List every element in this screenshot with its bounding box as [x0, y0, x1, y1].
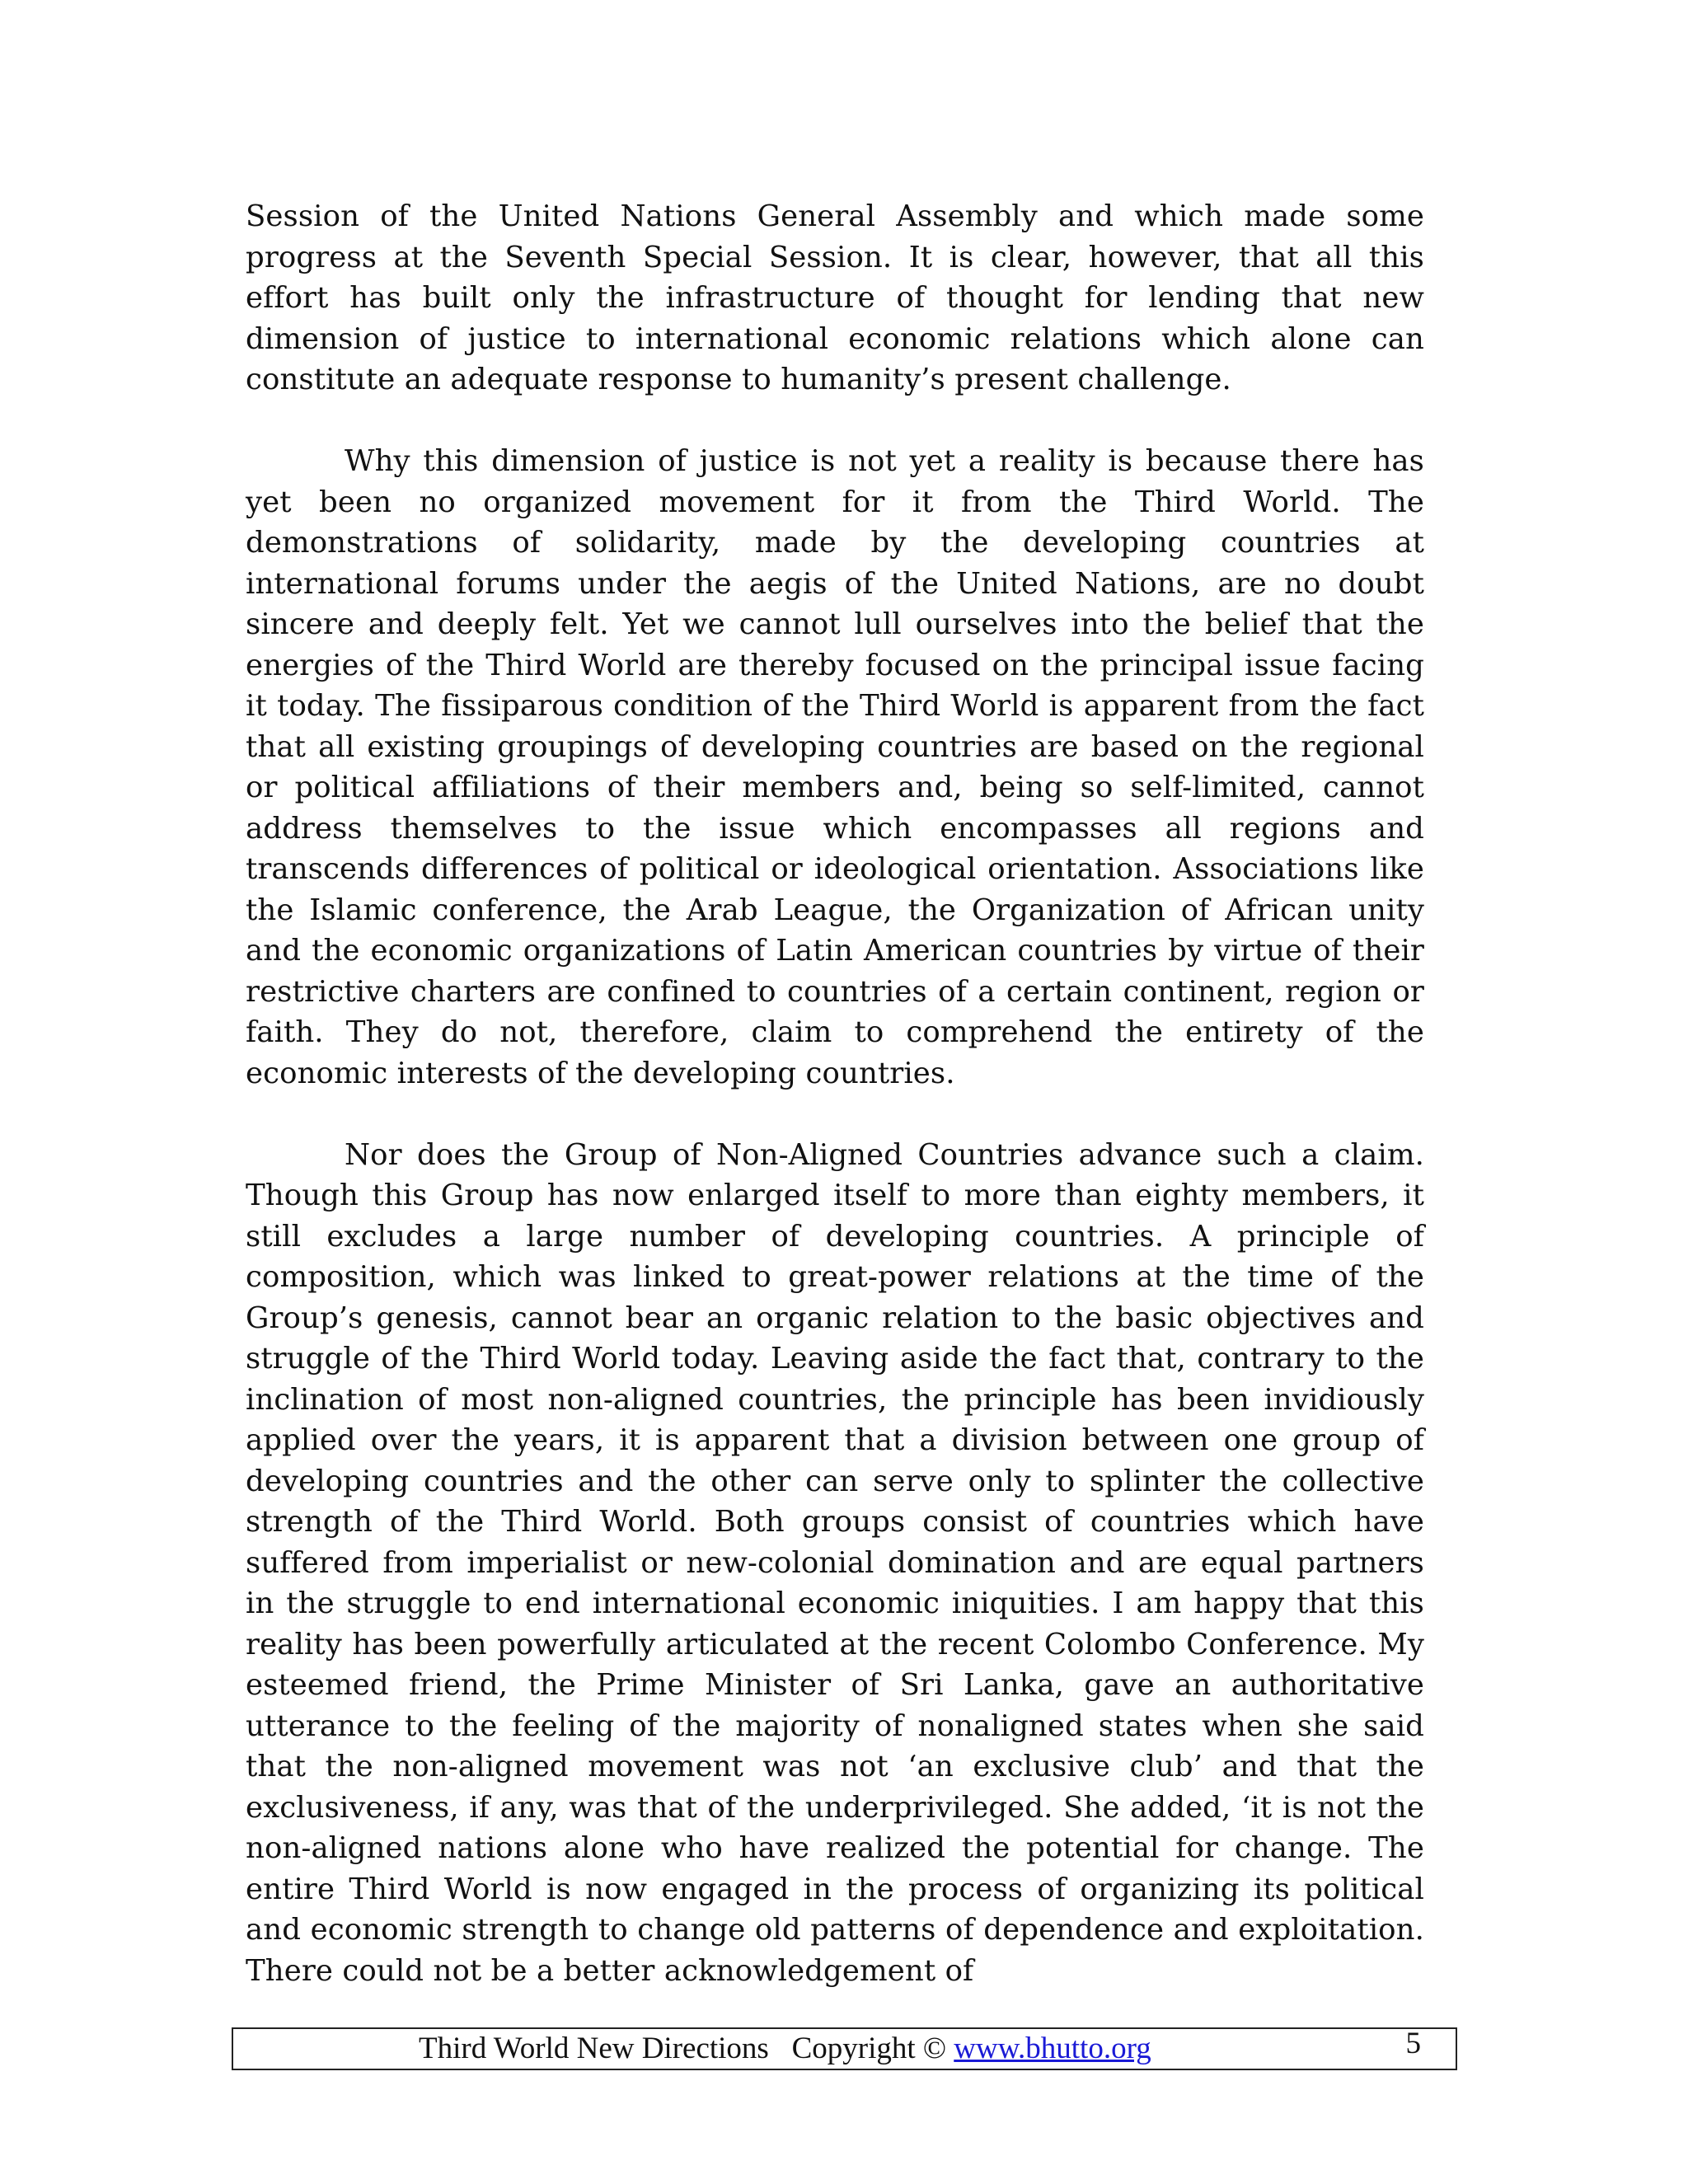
page-number: 5 — [1405, 2027, 1421, 2060]
page-footer — [232, 2027, 1457, 2070]
document-page — [246, 196, 1424, 1988]
body-paragraph-2: Why this dimension of justice is not yet a reality is because there has yet been no organized movement for it from the Third World. The demonstrations of solidarity, made by the developing countries at international forums under the aegis of the United Nations, are no doubt sincere and deeply felt. Yet we cannot lull ourselves into the belief that the energies of the Third World are thereby focused on the principal issue facing it today. The fissiparous condition of the Third World is apparent from the fact that all existing groupings of developing countries are based on the regional or political affiliations of their members and, being so self-limited, cannot address themselves to the issue which encompasses all regions and transcends differences of political or ideological orientation. Associations like the Islamic conference, the Arab League, the Organization of African unity and the economic organizations of Latin American countries by virtue of their restrictive charters are confined to countries of a certain continent, region or faith. They do not, therefore, claim to comprehend the entirety of the economic interests of the developing countries. — [246, 444, 1424, 1090]
footer-text — [419, 2029, 1151, 2069]
body-paragraph-1: Session of the United Nations General Assembly and which made some progress at the Seventh Special Session. It is clear, however, that all this effort has built only the infrastructure of thought for lending that new dimension of justice to international economic relations which alone can constitute an adequate response to humanity’s present challenge. — [246, 199, 1424, 396]
footer-title: Third World New Directions — [419, 2032, 769, 2065]
body-paragraph-3: Nor does the Group of Non-Aligned Countries advance such a claim. Though this Group has now enlarged itself to more than eighty members, it still excludes a large number of developing countries. A principle of composition, which was linked to great-power relations at the time of the Group’s genesis, cannot bear an organic relation to the basic objectives and struggle of the Third World today. Leaving aside the fact that, contrary to the inclination of most non-aligned countries, the principle has been invidiously applied over the years, it is apparent that a division between one group of developing countries and the other can serve only to splinter the collective strength of the Third World. Both groups consist of countries which have suffered from imperialist or new-colonial domination and are equal partners in the struggle to end international economic iniquities. I am happy that this reality has been powerfully articulated at the recent Colombo Conference. My esteemed friend, the Prime Minister of Sri Lanka, gave an authoritative utterance to the feeling of the majority of nonaligned states when she said that the non-aligned movement was not ‘an exclusive club’ and that the exclusiveness, if any, was that of the underprivileged. She added, ‘it is not the non-aligned nations alone who have realized the potential for change. The entire Third World is now engaged in the process of organizing its political and economic strength to change old patterns of dependence and exploitation. There could not be a better acknowledgement of — [246, 1137, 1424, 1988]
website-link[interactable]: www.bhutto.org — [954, 2032, 1151, 2065]
footer-copyright: Copyright © — [791, 2032, 947, 2065]
